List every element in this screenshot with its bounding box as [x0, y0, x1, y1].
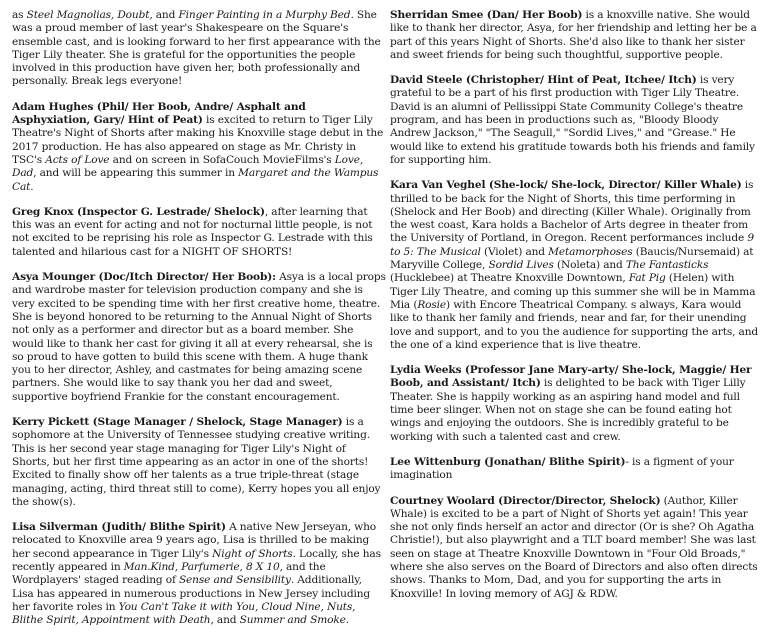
bio-adam-hughes: Adam Hughes (Phil/ Her Boob, Andre/ Asphalt and Asphyxiation, Gary/ Hint of Peat) is excited to return to Tiger Lily Theatre's Night of Shorts after making his Knoxville stage debut in the 2017 production. He has also appeared on stage as Mr. Christy in TSC's Acts of Love and on screen in SofaCouch MovieFilms's Love, Dad, and will be appearing this summer in Margaret and the Wampus Cat.	[12, 100, 384, 193]
bio-continued: as Steel Magnolias, Doubt, and Finger Painting in a Murphy Bed. She was a proud member of last year's Shakespeare on the Square's ensemble cast, and is looking forward to her first appearance with the Tiger Lily theater. She is grateful for the opportunities the people involved in this production have given her, both professionally and personally. Break legs everyone!	[12, 9, 381, 88]
bio-lee-wittenburg: Lee Wittenburg (Jonathan/ Blithe Spirit)- is a figment of your imagination	[390, 455, 734, 482]
bio-david-steele: David Steele (Christopher/ Hint of Peat, Itchee/ Itch) is very grateful to be a part of his first production with Tiger Lily Theatre. David is an alumni of Pellissippi State Community College's theatre program, and has been in productions such as, "Bloody Bloody Andrew Jackson," "The Seagull," "Sordid Lives," and "Grease." He would like to extend his gratitude towards both his friends and family for supporting him.	[390, 74, 755, 166]
bio-kara-van-veghel: Kara Van Veghel (She-lock/ She-lock, Director/ Killer Whale) is thrilled to be back for the Night of Shorts, this time performing in (Shelock and Her Boob) and directing (Killer Whale). Originally from the west coast, Kara holds a Bachelor of Arts degree in theater from the University of Portland, in Oregon. Recent performances include 9 to 5: The Musical (Violet) and Metamorphoses (Baucis/Nursemaid) at Maryville College, Sordid Lives (Noleta) and The Fantasticks (Hucklebee) at Theatre Knoxville Downtown, Fat Pig (Helen) with Tiger Lily Theatre, and coming up this summer she will be in Mamma Mia (Rosie) with Encore Theatrical Company. s always, Kara would like to thank her family and friends, near and far, for their unending love and support, and to you the audience for supporting the arts, and the one of a kind experience that is live theatre.	[390, 179, 759, 351]
bio-name: Courtney Woolard (Director/Director, Shelock)	[390, 494, 661, 507]
bio-lydia-weeks: Lydia Weeks (Professor Jane Mary-arty/ She-lock, Maggie/ Her Boob, and Assistant/ Itch) is delighted to be back with Tiger Lilly Theater. She is happily working as an aspiring hand model and full time beer slinger. When not on stage she can be found eating hot wings and enjoying the outdoors. She is incredibly grateful to be working with such a talented cast and crew.	[390, 364, 752, 443]
bio-name: Lydia Weeks (Professor Jane Mary-arty/ She-lock, Maggie/ Her Boob, and Assistant/ Itch)	[390, 364, 752, 390]
bio-name: Lisa Silverman (Judith/ Blithe Spirit)	[12, 521, 226, 534]
bio-kerry-pickett: Kerry Pickett (Stage Manager / Shelock, Stage Manager) is a sophomore at the University of Tennessee studying creative writing. This is her second year stage managing for Tiger Lily's Night of Shorts, but her first time appearing as an actor in one of the shorts! Excited to finally show off her talents as a true triple-threat (stage managing, acting, third threat still to come), Kerry hopes you all enjoy the show(s).	[12, 416, 381, 508]
bio-sherridan-smee: Sherridan Smee (Dan/ Her Boob) is a knoxville native. She would like to thank her director, Asya, for her friendship and letting her be a part of this years Night of Shorts. She'd also like to thank her sister and sweet friends for being such thoughtful, supportive people.	[390, 9, 757, 61]
bio-lisa-silverman: Lisa Silverman (Judith/ Blithe Spirit) A native New Jerseyan, who relocated to Knoxville area 9 years ago, Lisa is thrilled to be making her second appearance in Tiger Lily's Night of Shorts. Locally, she has recently appeared in Man.Kind, Parfumerie, 8 X 10, and the Wordplayers' staged reading of Sense and Sensibility. Additionally, Lisa has appeared in numerous productions in New Jersey including her favorite roles in You Can't Take it with You, Cloud Nine, Nuts, Blithe Spirit, Appointment with Death, and Summer and Smoke.	[12, 521, 381, 627]
bio-greg-knox: Greg Knox (Inspector G. Lestrade/ Shelock), after learning that this was an event for acting and not for nocturnal little people, is not not excited to be reprising his role as Inspector G. Lestrade with this talented and hilarious cast for a NIGHT OF SHORTS!	[12, 205, 373, 258]
bio-name: Greg Knox (Inspector G. Lestrade/ Shelock)	[12, 205, 265, 218]
right-column	[390, 9, 762, 613]
bio-name: David Steele (Christopher/ Hint of Peat, Itchee/ Itch)	[390, 74, 697, 87]
bio-name: Sherridan Smee (Dan/ Her Boob)	[390, 9, 583, 21]
left-column	[12, 9, 386, 639]
bio-name: Kerry Pickett (Stage Manager / Shelock, Stage Manager)	[12, 416, 343, 429]
bio-asya-mounger: Asya Mounger (Doc/Itch Director/ Her Boob): Asya is a local props and wardrobe master for television production company and she is very excited to be spending time with her first creative home, theatre. She is beyond honored to be returning to the Annual Night of Shorts not only as a performer and director but as a board member. She would like to thank her cast for giving it all at every rehearsal, she is so proud to have gotten to build this scene with them. A huge thank you to her director, Ashley, and castmates for being amazing scene partners. She would like to say thank you her dad and sweet, supportive boyfriend Frankie for the constant encouragement.	[12, 271, 386, 403]
bio-name: Adam Hughes (Phil/ Her Boob, Andre/ Asphalt and Asphyxiation, Gary/ Hint of Peat)	[12, 100, 306, 127]
bio-name: Lee Wittenburg (Jonathan/ Blithe Spirit)	[390, 455, 626, 468]
bio-name: Asya Mounger (Doc/Itch Director/ Her Boob):	[12, 271, 276, 284]
bio-name: Kara Van Veghel (She-lock/ She-lock, Director/ Killer Whale)	[390, 179, 742, 192]
bio-courtney-woolard: Courtney Woolard (Director/Director, Shelock) (Author, Killer Whale) is excited to be a part of Night of Shorts yet again! This year she not only finds herself an actor and director (Or is she? Oh Agatha Christie!), but also playwright and a TLT board member! She was last seen on stage at Theatre Knoxville Downtown in "Four Old Broads," where she also serves on the Board of Directors and also often directs shows. Thanks to Mom, Dad, and you for supporting the arts in Knoxville! In loving memory of AGJ & RDW.	[390, 494, 758, 600]
